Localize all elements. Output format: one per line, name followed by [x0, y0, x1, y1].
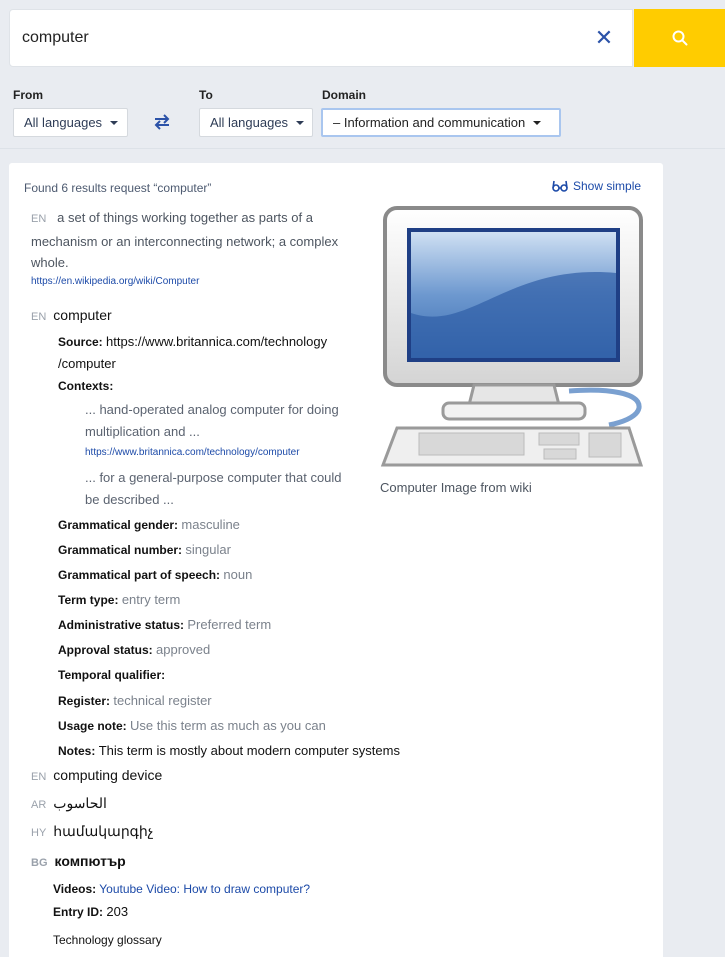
definition-text: a set of things working together as parts of a mechanism or an interconnecting network; a complex whole.	[31, 210, 339, 270]
chevron-down-icon	[110, 121, 118, 125]
domain-select[interactable]	[321, 108, 561, 137]
term-name: computing device	[53, 767, 163, 783]
term-name: компютър	[54, 853, 126, 869]
term-lang: HY	[31, 827, 47, 839]
term-entry	[31, 823, 153, 840]
gender-value: masculine	[181, 517, 240, 532]
register-field	[58, 690, 212, 712]
chevron-down-icon	[296, 121, 304, 125]
pos-field	[58, 564, 252, 586]
glossary-name: Technology glossary	[53, 933, 162, 947]
register-label: Register:	[58, 694, 111, 708]
number-field	[58, 539, 231, 561]
source-field-continued	[58, 353, 116, 375]
show-simple-button[interactable]	[552, 179, 641, 193]
number-value: singular	[185, 542, 231, 557]
source-label: Source:	[58, 335, 103, 349]
entry-id-field	[53, 901, 128, 923]
to-language-value: All languages	[210, 115, 289, 130]
glasses-icon	[552, 179, 568, 193]
show-simple-label: Show simple	[573, 179, 642, 193]
source-value-continued: /computer	[58, 356, 116, 371]
definition-lang: EN	[31, 213, 47, 225]
term-type-label: Term type:	[58, 593, 119, 607]
term-type-field	[58, 589, 180, 611]
context-text	[85, 399, 375, 443]
term-entry	[31, 795, 107, 812]
pos-value: noun	[223, 567, 253, 582]
term-entry	[31, 853, 126, 869]
notes-field	[58, 740, 400, 762]
image-caption: Computer Image from wiki	[380, 480, 532, 495]
computer-image	[379, 203, 649, 475]
context-line: multiplication and ...	[85, 424, 200, 439]
close-icon[interactable]: ✕	[594, 25, 614, 50]
context-line: be described ...	[85, 492, 174, 507]
register-value: technical register	[113, 693, 212, 708]
number-label: Grammatical number:	[58, 543, 183, 557]
search-icon	[672, 30, 688, 46]
search-button[interactable]	[634, 9, 725, 67]
chevron-down-icon	[533, 121, 541, 125]
usage-note-field	[58, 715, 326, 737]
domain-label: Domain	[322, 88, 367, 102]
term-name: الحاسوب	[53, 795, 107, 811]
term-entry	[31, 767, 162, 783]
contexts-field	[58, 375, 113, 397]
entry-id-value: 203	[106, 904, 129, 919]
term-lang: EN	[31, 311, 47, 323]
entry-id-label: Entry ID:	[53, 905, 104, 919]
gender-field	[58, 514, 240, 536]
pos-label: Grammatical part of speech:	[58, 568, 221, 582]
search-bar	[9, 9, 725, 67]
admin-status-field	[58, 614, 271, 636]
gender-label: Grammatical gender:	[58, 518, 179, 532]
term-lang: EN	[31, 771, 47, 783]
source-value: https://www.britannica.com/technology	[106, 334, 328, 349]
approval-status-label: Approval status:	[58, 643, 153, 657]
temporal-qualifier-label: Temporal qualifier:	[58, 668, 166, 682]
term-lang: AR	[31, 799, 47, 811]
notes-value: This term is mostly about modern computer systems	[98, 743, 400, 758]
context-link[interactable]: https://www.britannica.com/technology/computer	[85, 447, 300, 458]
results-count: Found 6 results request “computer”	[24, 181, 212, 195]
domain-value: – Information and communication	[333, 115, 526, 130]
usage-note-value: Use this term as much as you can	[130, 718, 326, 733]
admin-status-value: Preferred term	[187, 617, 272, 632]
admin-status-label: Administrative status:	[58, 618, 185, 632]
video-link[interactable]: Youtube Video: How to draw computer?	[99, 882, 311, 896]
context-line: ... for a general-purpose computer that could	[85, 470, 342, 485]
context-line: ... hand-operated analog computer for doing	[85, 402, 339, 417]
videos-label: Videos:	[53, 882, 97, 896]
definition-link[interactable]: https://en.wikipedia.org/wiki/Computer	[31, 276, 200, 287]
videos-field	[53, 878, 310, 900]
to-language-select[interactable]	[199, 108, 313, 137]
from-label: From	[13, 88, 43, 102]
contexts-label: Contexts:	[58, 379, 114, 393]
term-lang: BG	[31, 857, 48, 869]
definition	[31, 207, 361, 274]
term-name: համակարգիչ	[53, 823, 154, 839]
source-field	[58, 331, 327, 353]
temporal-qualifier-field	[58, 664, 165, 686]
results-card	[9, 163, 663, 957]
term-entry	[31, 307, 112, 323]
term-type-value: entry term	[121, 592, 181, 607]
notes-label: Notes:	[58, 744, 96, 758]
context-text	[85, 467, 375, 511]
from-language-select[interactable]	[13, 108, 128, 137]
search-input[interactable]	[9, 9, 633, 67]
approval-status-field	[58, 639, 210, 661]
term-name: computer	[53, 307, 112, 323]
swap-icon	[152, 112, 172, 132]
from-language-value: All languages	[24, 115, 103, 130]
divider	[0, 148, 725, 149]
approval-status-value: approved	[156, 642, 211, 657]
swap-languages-button[interactable]	[152, 112, 174, 134]
usage-note-label: Usage note:	[58, 719, 127, 733]
to-label: To	[199, 88, 213, 102]
